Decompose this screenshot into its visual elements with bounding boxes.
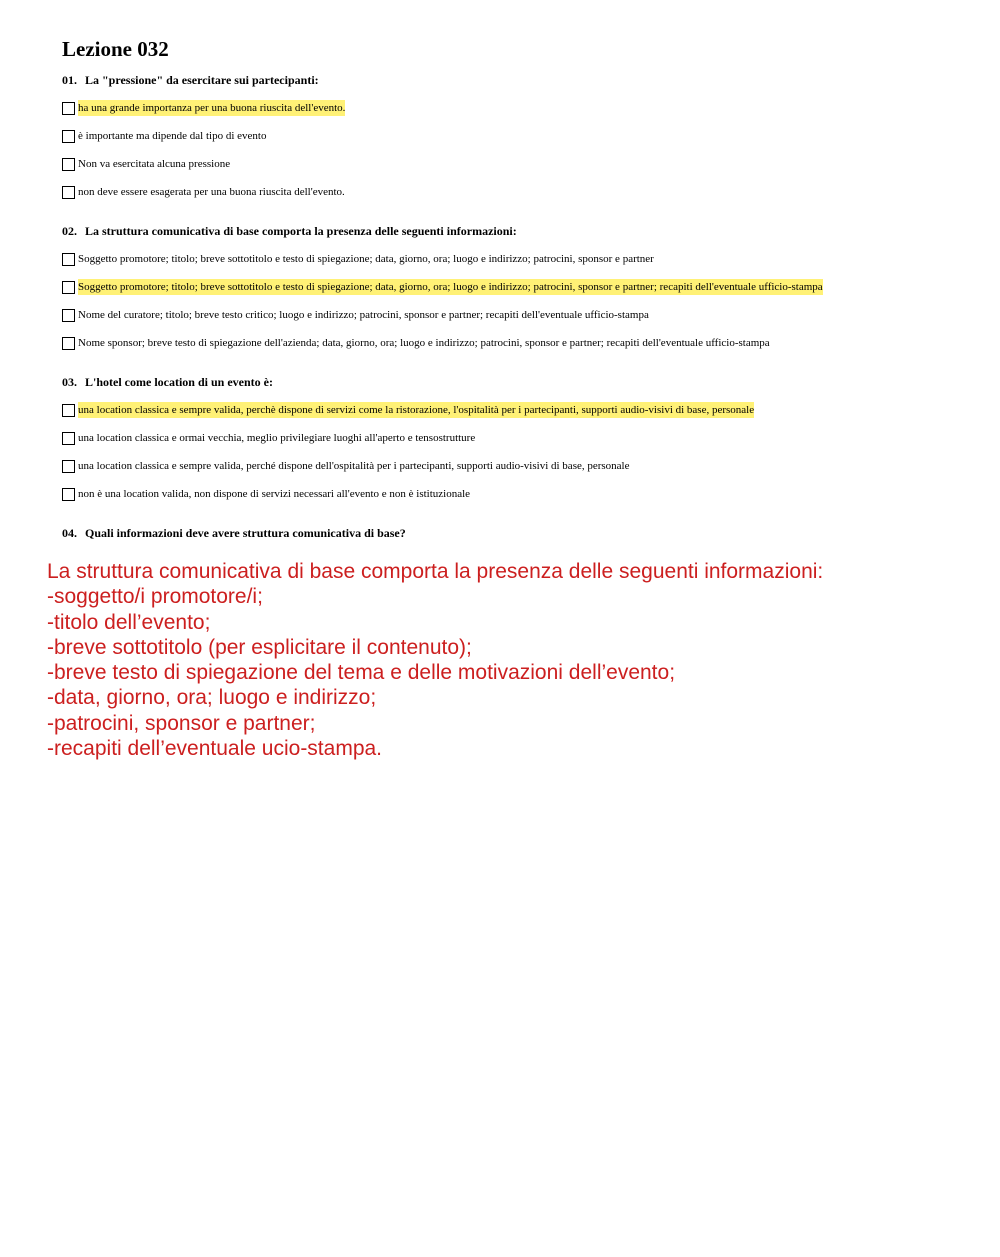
question-number: 04.	[62, 526, 77, 540]
question-title	[62, 374, 962, 390]
answer-checkbox[interactable]	[62, 186, 75, 199]
answer-checkbox[interactable]	[62, 281, 75, 294]
answer-option[interactable]	[62, 100, 962, 116]
answer-note-line: -data, giorno, ora; luogo e indirizzo;	[47, 686, 377, 710]
answer-option[interactable]	[62, 430, 962, 446]
answer-checkbox[interactable]	[62, 432, 75, 445]
page-title: Lezione 032	[62, 37, 169, 61]
answer-checkbox[interactable]	[62, 158, 75, 171]
answer-checkbox[interactable]	[62, 337, 75, 350]
answer-option[interactable]	[62, 486, 962, 502]
answer-option-text: Non va esercitata alcuna pressione	[78, 158, 231, 170]
answer-option[interactable]	[62, 128, 962, 144]
answer-note-line: -breve sottotitolo (per esplicitare il contenuto);	[47, 635, 472, 659]
question-text: La "pressione" da esercitare sui partecipanti:	[85, 73, 319, 87]
answer-option-text: una location classica e sempre valida, perché dispone dell'ospitalità per i partecipanti, supporti audio-visivi di base, personale	[78, 460, 630, 472]
answer-checkbox[interactable]	[62, 309, 75, 322]
question-number: 01.	[62, 73, 77, 87]
answer-option[interactable]	[62, 184, 962, 200]
answer-option-text: non è una location valida, non dispone di servizi necessari all'evento e non è istituzionale	[78, 488, 471, 500]
answer-note-line: La struttura comunicativa di base comporta la presenza delle seguenti informazioni:	[47, 560, 824, 583]
answer-option[interactable]	[62, 458, 962, 474]
question-04	[62, 525, 962, 553]
question-text: La struttura comunicativa di base comporta la presenza delle seguenti informazioni:	[85, 224, 517, 238]
answer-option[interactable]	[62, 307, 962, 323]
answer-option[interactable]	[62, 156, 962, 172]
answer-option-text: Nome sponsor; breve testo di spiegazione dell'azienda; data, giorno, ora; luogo e indirizzo; patrocini, sponsor e partner; recapiti dell'eventuale ufficio-stampa	[78, 337, 770, 349]
answer-option-text: Nome del curatore; titolo; breve testo critico; luogo e indirizzo; patrocini, sponsor e partner; recapiti dell'eventuale ufficio-stampa	[78, 309, 649, 321]
answer-checkbox[interactable]	[62, 130, 75, 143]
question-01	[62, 72, 962, 212]
answer-option[interactable]	[62, 251, 962, 267]
question-text: Quali informazioni deve avere struttura comunicativa di base?	[85, 526, 406, 540]
question-title	[62, 223, 962, 239]
answer-option-text: è importante ma dipende dal tipo di evento	[78, 130, 267, 142]
question-text: L'hotel come location di un evento è:	[85, 375, 273, 389]
answer-checkbox[interactable]	[62, 460, 75, 473]
answer-option-text: Soggetto promotore; titolo; breve sottotitolo e testo di spiegazione; data, giorno, ora; luogo e indirizzo; patrocini, sponsor e partner; recapiti dell'eventuale ufficio-stampa	[78, 281, 823, 293]
answer-note-line: -titolo dell’evento;	[47, 610, 211, 634]
answer-checkbox[interactable]	[62, 488, 75, 501]
answer-option-text: Soggetto promotore; titolo; breve sottotitolo e testo di spiegazione; data, giorno, ora; luogo e indirizzo; patrocini, sponsor e partner	[78, 253, 654, 265]
question-title	[62, 525, 962, 541]
question-03	[62, 374, 962, 514]
question-number: 02.	[62, 224, 77, 238]
answer-option[interactable]	[62, 279, 962, 295]
answer-option-text: una location classica e ormai vecchia, meglio privilegiare luoghi all'aperto e tensostrutture	[78, 432, 476, 444]
question-number: 03.	[62, 375, 77, 389]
answer-note	[47, 559, 977, 761]
answer-checkbox[interactable]	[62, 253, 75, 266]
question-02	[62, 223, 962, 363]
answer-checkbox[interactable]	[62, 102, 75, 115]
answer-note-line: -recapiti dell’eventuale ucio-stampa.	[47, 737, 383, 761]
answer-checkbox[interactable]	[62, 404, 75, 417]
answer-option[interactable]	[62, 335, 962, 351]
question-title	[62, 72, 962, 88]
answer-option[interactable]	[62, 402, 962, 418]
answer-note-line: -patrocini, sponsor e partner;	[47, 711, 316, 735]
answer-option-text: una location classica e sempre valida, perchè dispone di servizi come la ristorazione, l'ospitalità per i partecipanti, supporti audio-visivi di base, personale	[78, 404, 755, 416]
answer-option-text: non deve essere esagerata per una buona riuscita dell'evento.	[78, 186, 345, 198]
answer-option-text: ha una grande importanza per una buona riuscita dell'evento.	[78, 102, 346, 114]
answer-note-line: -breve testo di spiegazione del tema e delle motivazioni dell’evento;	[47, 661, 676, 685]
answer-note-line: -soggetto/i promotore/i;	[47, 585, 263, 609]
